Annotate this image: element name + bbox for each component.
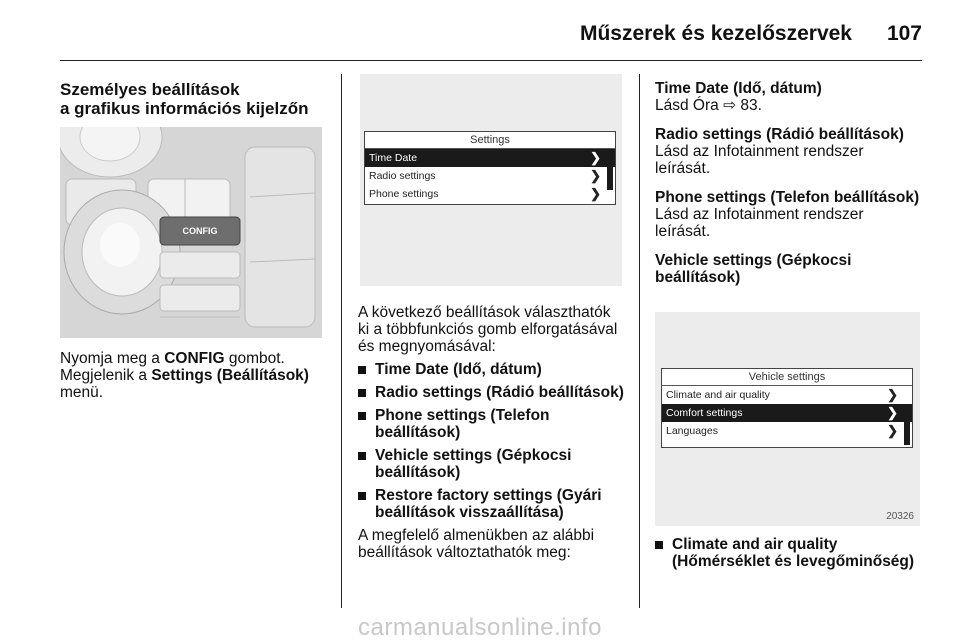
chevron-right-icon: ❯ [887,387,898,402]
chevron-right-icon: ❯ [887,423,898,438]
control-panel-image [60,127,322,338]
chevron-right-icon: ❯ [887,405,898,420]
scrollbar [904,405,910,445]
settings-display [364,131,616,205]
list-item: Vehicle settings (Gépkocsi beállítások) [358,447,630,481]
instruction-text: Nyomja meg a CONFIG gombot. Megjelenik a Settings (Beállítások) menü. [60,350,309,401]
config-button-label: CONFIG [182,226,218,236]
header-rule [60,60,922,61]
vehicle-settings-display [661,368,913,448]
chevron-right-icon: ❯ [590,168,601,183]
watermark: carmanualsonline.info [358,614,602,641]
menu-item: Phone settings ❯ [369,186,601,201]
menu-item: Climate and air quality ❯ [666,387,898,402]
display-title: Settings [365,132,615,149]
column-divider [341,74,342,608]
list-item: Radio settings (Rádió beállítások) [358,384,630,401]
chevron-right-icon: ❯ [590,186,601,201]
list-item: Climate and air quality (Hőmérséklet és levegőminőség) [655,536,930,570]
page-ref-arrow-icon: ⇨ [723,97,737,114]
list-item: Phone settings (Telefon beállítások) [358,407,630,441]
menu-item: Time Date ❯ [365,149,615,167]
options-list: A következő beállítások választhatók ki a többfunkciós gomb elforgatásával és megnyomásával: Time Date (Idő, dátum) Radio settings (Rádió beállítások) Phone settings (Telefon beállítások) Vehicle settings (Gépkocsi beállítások) Restore factory settings (Gyári beállítások visszaállítása) A megfelelő almenükben az alábbi beállítások változtathatók meg: [358,304,630,561]
figure-number: 20326 [886,511,914,522]
display-title: Vehicle settings [662,369,912,386]
page-number: 107 [886,22,922,45]
climate-bullet [655,536,930,570]
menu-item: Radio settings ❯ [369,168,601,183]
chevron-right-icon: ❯ [590,150,601,165]
chapter-title: Műszerek és kezelőszervek [579,22,852,45]
list-item: Restore factory settings (Gyári beállítások visszaállítása) [358,487,630,521]
scrollbar [607,150,613,190]
menu-item: Languages ❯ [666,423,898,438]
menu-item: Comfort settings ❯ [662,404,912,422]
settings-descriptions: Time Date (Idő, dátum) Lásd Óra ⇨ 83. Radio settings (Rádió beállítások) Lásd az Infotainment rendszer leírását. Phone settings (Telefon beállítások) Lásd az Infotainment rendszer leírását. Vehicle settings (Gépkocsi beállítások) [655,80,920,286]
list-item: Time Date (Idő, dátum) [358,361,630,378]
page-header [0,0,960,60]
section-heading: Személyes beállítások a grafikus információs kijelzőn [60,80,309,118]
column-divider [639,74,640,608]
vehicle-settings-figure [655,312,920,526]
settings-screen-figure [360,74,622,286]
